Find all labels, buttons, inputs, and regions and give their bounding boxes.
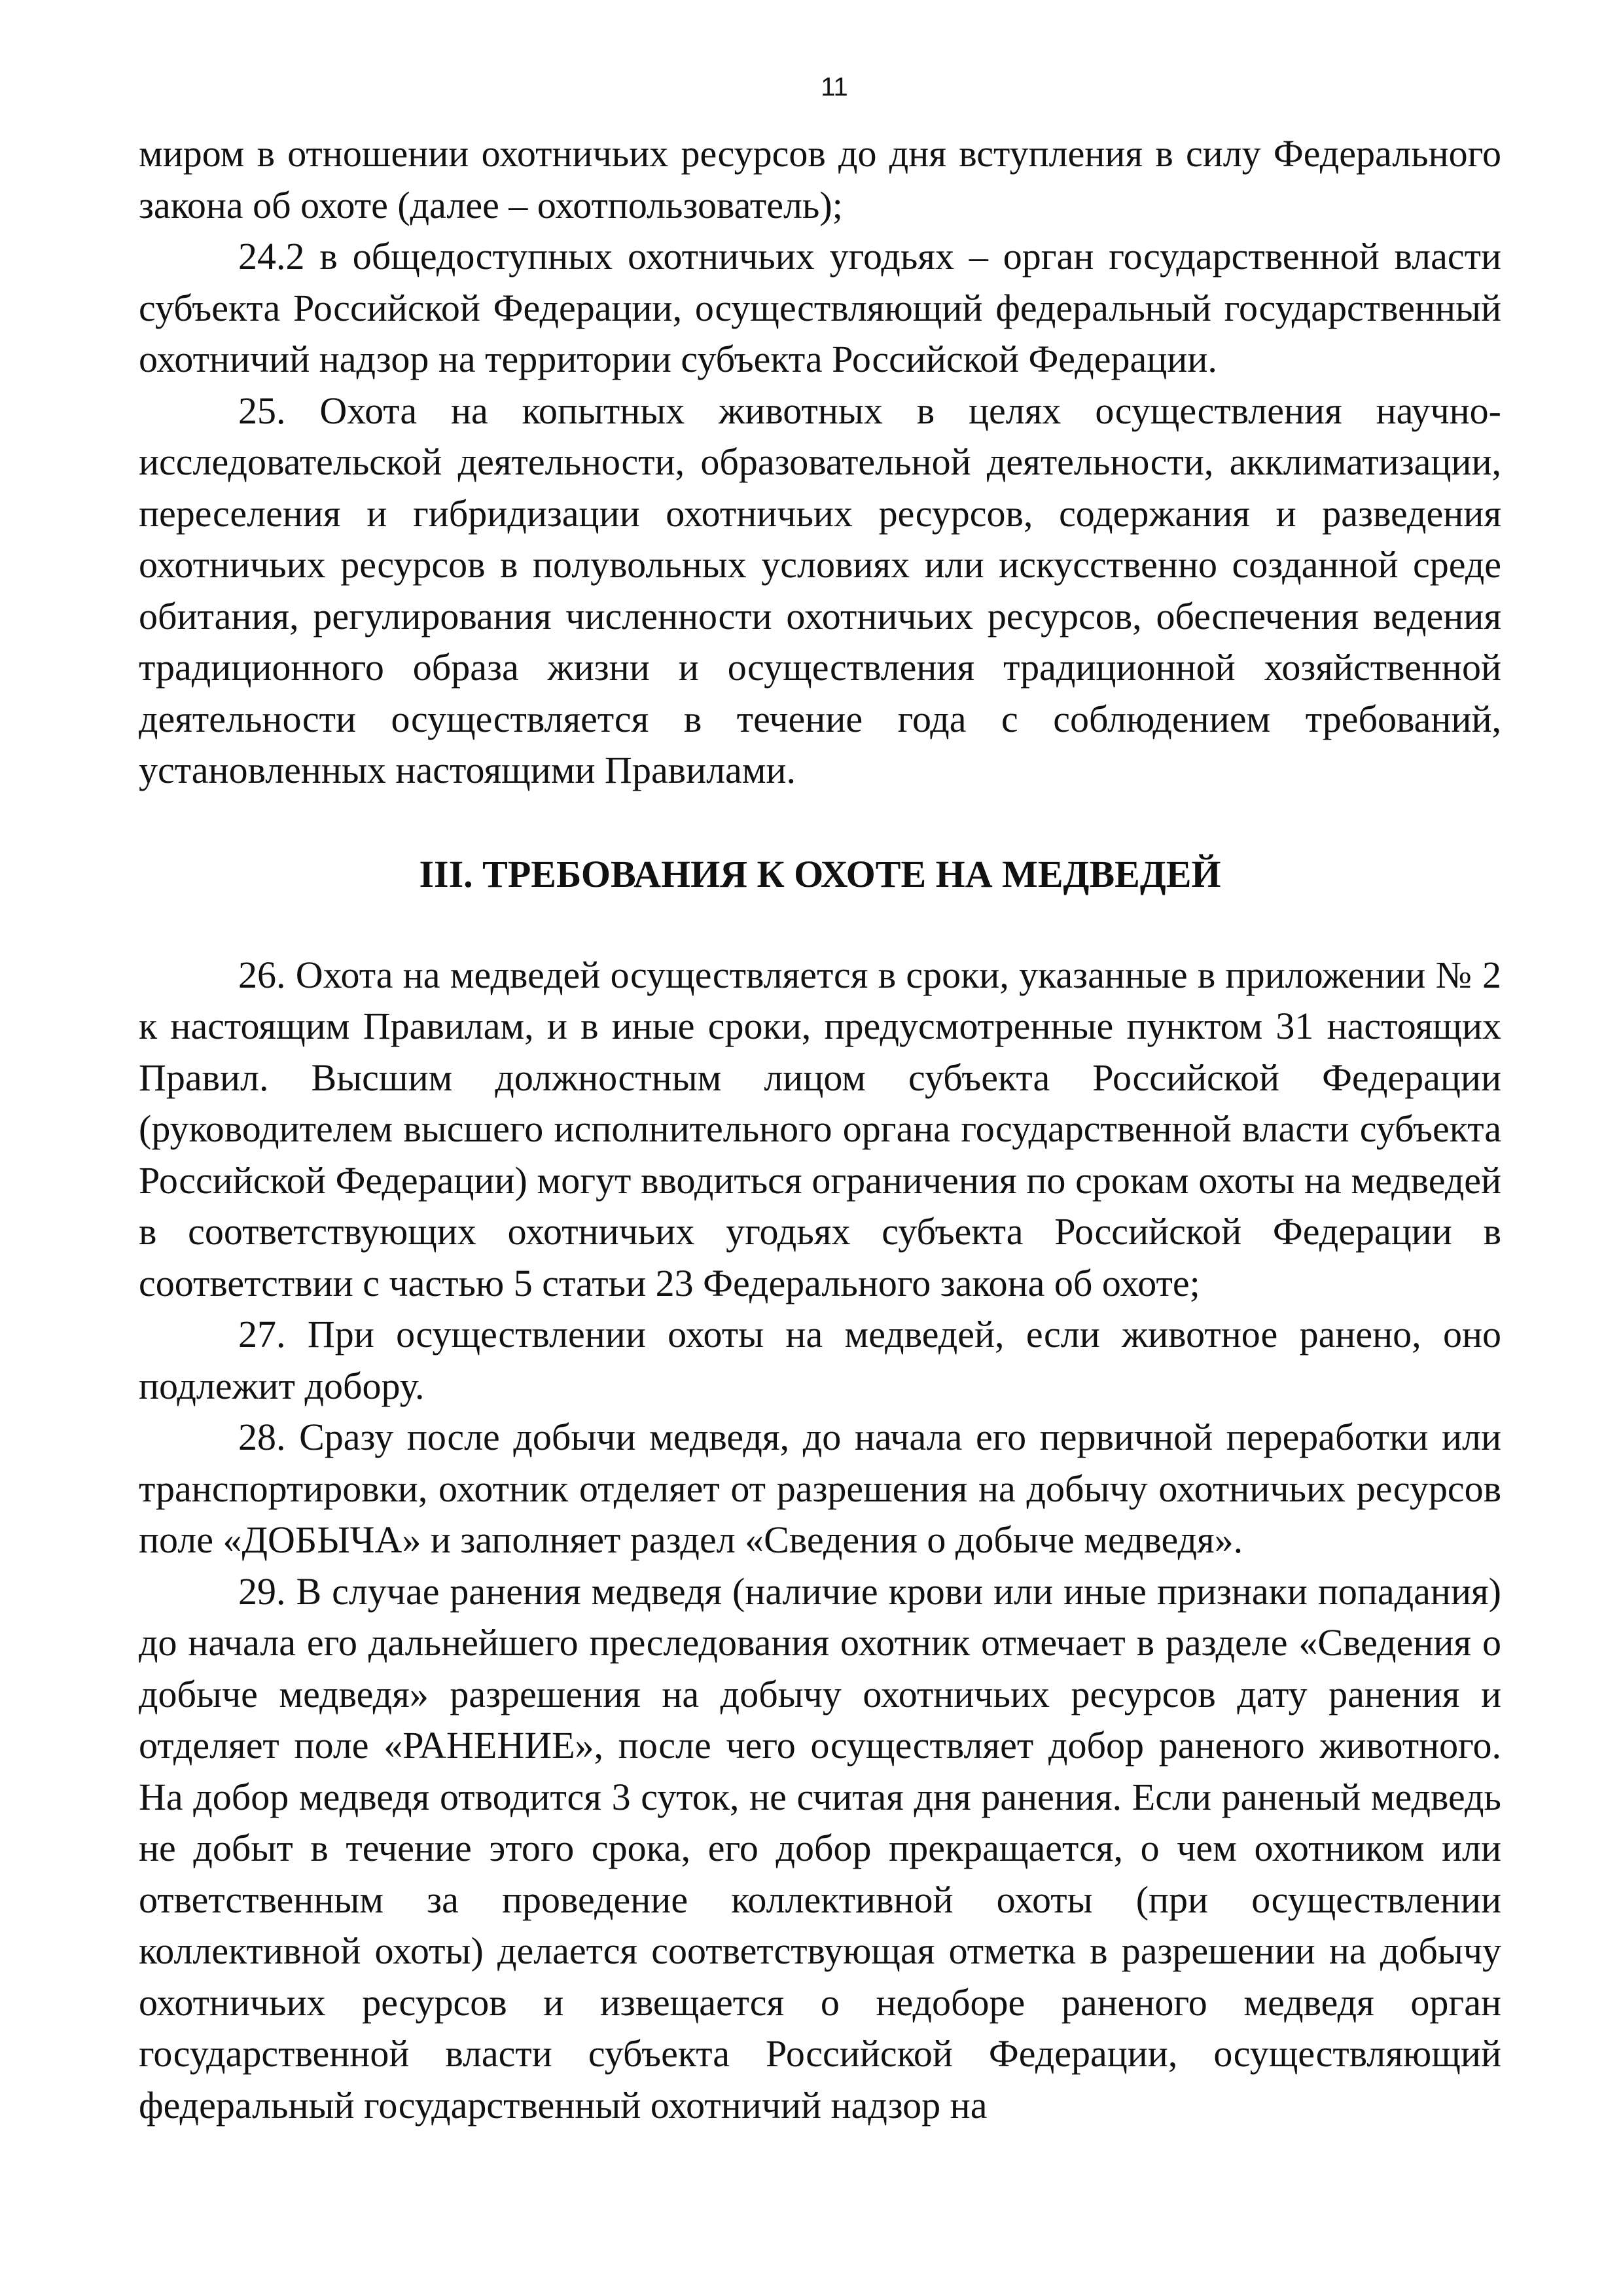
paragraph-25: 25. Охота на копытных животных в целях осуществления научно-исследовательской деятельности, образовательной деятельности, акклиматизации, переселения и гибридизации охотничьих ресурсов, содержания и разведения охотничьих ресурсов в полувольных условиях или искусственно созданной среде обитания, регулирования численности охотничьих ресурсов, обеспечения ведения традиционного образа жизни и осуществления традиционной хозяйственной деятельности осуществляется в течение года с соблюдением требований, установленных настоящими Правилами. xyxy=(139,389,1501,791)
section-heading: III. ТРЕБОВАНИЯ К ОХОТЕ НА МЕДВЕДЕЙ xyxy=(419,852,1221,895)
paragraph-26: 26. Охота на медведей осуществляется в сроки, указанные в приложении № 2 к настоящим Правилам, и в иные сроки, предусмотренные пунктом 31 настоящих Правил. Высшим должностным лицом субъекта Российской Федерации (руководителем высшего исполнительного органа государственной власти субъекта Российской Федерации) могут вводиться ограничения по срокам охоты на медведей в соответствующих охотничьих угодьях субъекта Российской Федерации в соответствии с частью 5 статьи 23 Федерального закона об охоте; xyxy=(139,953,1501,1304)
page-number: 11 xyxy=(821,73,848,101)
paragraph-29: 29. В случае ранения медведя (наличие крови или иные признаки попадания) до начала его дальнейшего преследования охотник отмечает в разделе «Сведения о добыче медведя» разрешения на добычу охотничьих ресурсов дату ранения и отделяет поле «РАНЕНИЕ», после чего осуществляет добор раненого животного. На добор медведя отводится 3 суток, не считая дня ранения. Если раненый медведь не добыт в течение этого срока, его добор прекращается, о чем охотником или ответственным за проведение коллективной охоты (при осуществлении коллективной охоты) делается соответствующая отметка в разрешении на добычу охотничьих ресурсов и извещается о недоборе раненого медведя орган государственной власти субъекта Российской Федерации, осуществляющий федеральный государственный охотничий надзор на xyxy=(139,1570,1501,2126)
document-body xyxy=(139,128,1501,2131)
paragraph-28: 28. Сразу после добычи медведя, до начала его первичной переработки или транспортировки, охотник отделяет от разрешения на добычу охотничьих ресурсов поле «ДОБЫЧА» и заполняет раздел «Сведения о добыче медведя». xyxy=(139,1416,1501,1561)
paragraph-27: 27. При осуществлении охоты на медведей, если животное ранено, оно подлежит добору. xyxy=(139,1313,1501,1407)
paragraph-24-2: 24.2 в общедоступных охотничьих угодьях – орган государственной власти субъекта Российской Федерации, осуществляющий федеральный государственный охотничий надзор на территории субъекта Российской Федерации. xyxy=(139,235,1501,380)
paragraph-continuation: миром в отношении охотничьих ресурсов до дня вступления в силу Федерального закона об охоте (далее – охотпользователь); xyxy=(139,132,1501,226)
